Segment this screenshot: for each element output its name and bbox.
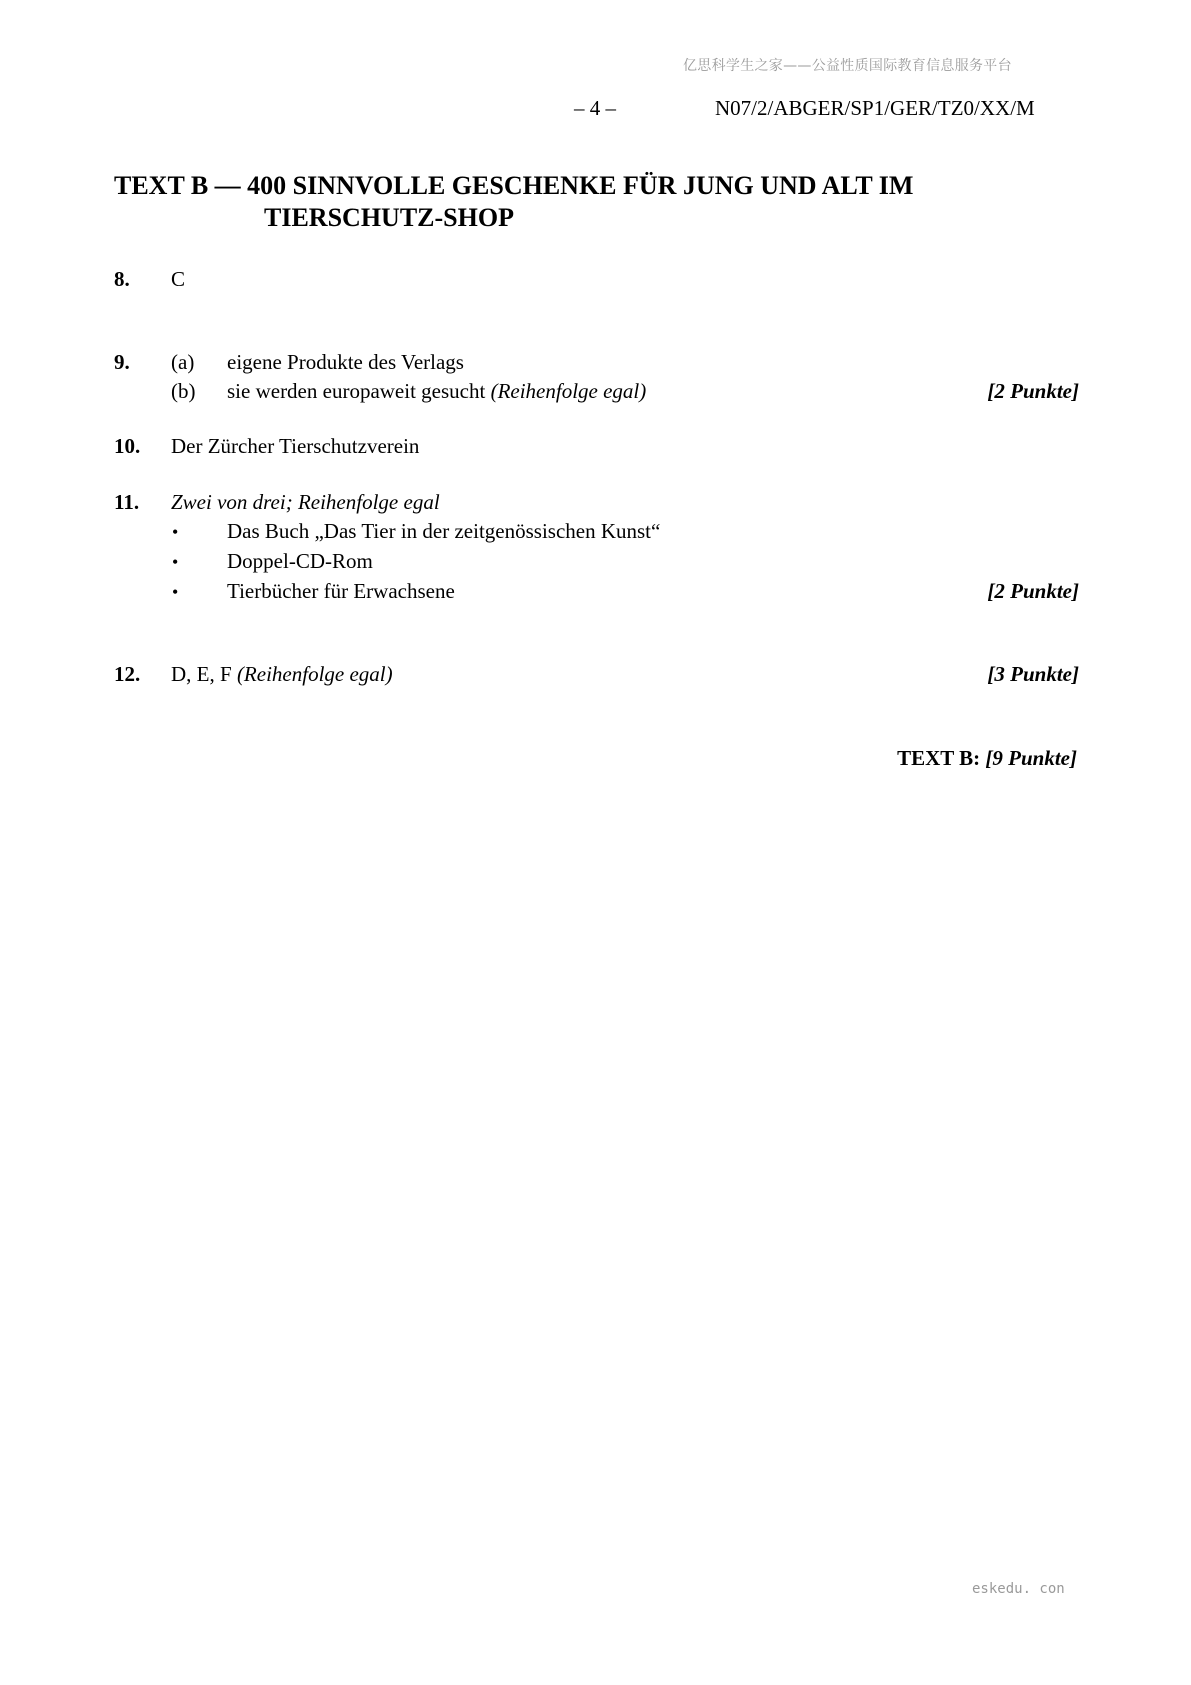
answer-11-instruction: Zwei von drei; Reihenfolge egal: [171, 490, 440, 514]
answer-11-item-3: Tierbücher für Erwachsene: [227, 579, 455, 603]
answer-12: [171, 662, 393, 687]
answer-10: Der Zürcher Tierschutzverein: [171, 434, 420, 458]
answer-9a: eigene Produkte des Verlags: [227, 350, 464, 374]
answer-9a-label: (a): [171, 350, 195, 374]
points-12: [3 Punkte]: [987, 662, 1079, 686]
watermark-top: 亿思科学生之家——公益性质国际教育信息服务平台: [683, 58, 1012, 74]
total-points: [897, 746, 1077, 771]
bullet-icon: •: [172, 552, 179, 572]
section-title-line-1: TEXT B — 400 SINNVOLLE GESCHENKE FÜR JUNG UND ALT IM: [114, 171, 914, 200]
section-title-line-2: TIERSCHUTZ-SHOP: [264, 203, 514, 232]
watermark-bottom: eskedu. con: [972, 1581, 1065, 1597]
answer-9b-label: (b): [171, 379, 196, 403]
bullet-icon: •: [172, 582, 179, 602]
bullet-icon: •: [172, 522, 179, 542]
answer-9b: [227, 379, 646, 404]
answer-12-note: (Reihenfolge egal): [236, 662, 393, 686]
points-9: [2 Punkte]: [987, 379, 1079, 403]
answer-11-item-2: Doppel-CD-Rom: [227, 549, 373, 573]
total-value: [9 Punkte]: [985, 746, 1077, 770]
page-number: – 4 –: [574, 96, 616, 120]
answer-11-item-1: Das Buch „Das Tier in der zeitgenössischen Kunst“: [227, 519, 661, 543]
answer-9b-note: (Reihenfolge egal): [490, 379, 647, 403]
question-number-10: 10.: [114, 434, 141, 458]
question-number-9: 9.: [114, 350, 130, 374]
answer-12-text: D, E, F: [171, 662, 237, 686]
points-11: [2 Punkte]: [987, 579, 1079, 603]
section-title: [114, 170, 913, 234]
document-code: N07/2/ABGER/SP1/GER/TZ0/XX/M: [715, 96, 1035, 120]
total-label: TEXT B:: [897, 746, 986, 770]
answer-8: C: [171, 267, 186, 291]
question-number-11: 11.: [114, 490, 140, 514]
question-number-12: 12.: [114, 662, 141, 686]
answer-9b-text: sie werden europaweit gesucht: [227, 379, 491, 403]
question-number-8: 8.: [114, 267, 130, 291]
